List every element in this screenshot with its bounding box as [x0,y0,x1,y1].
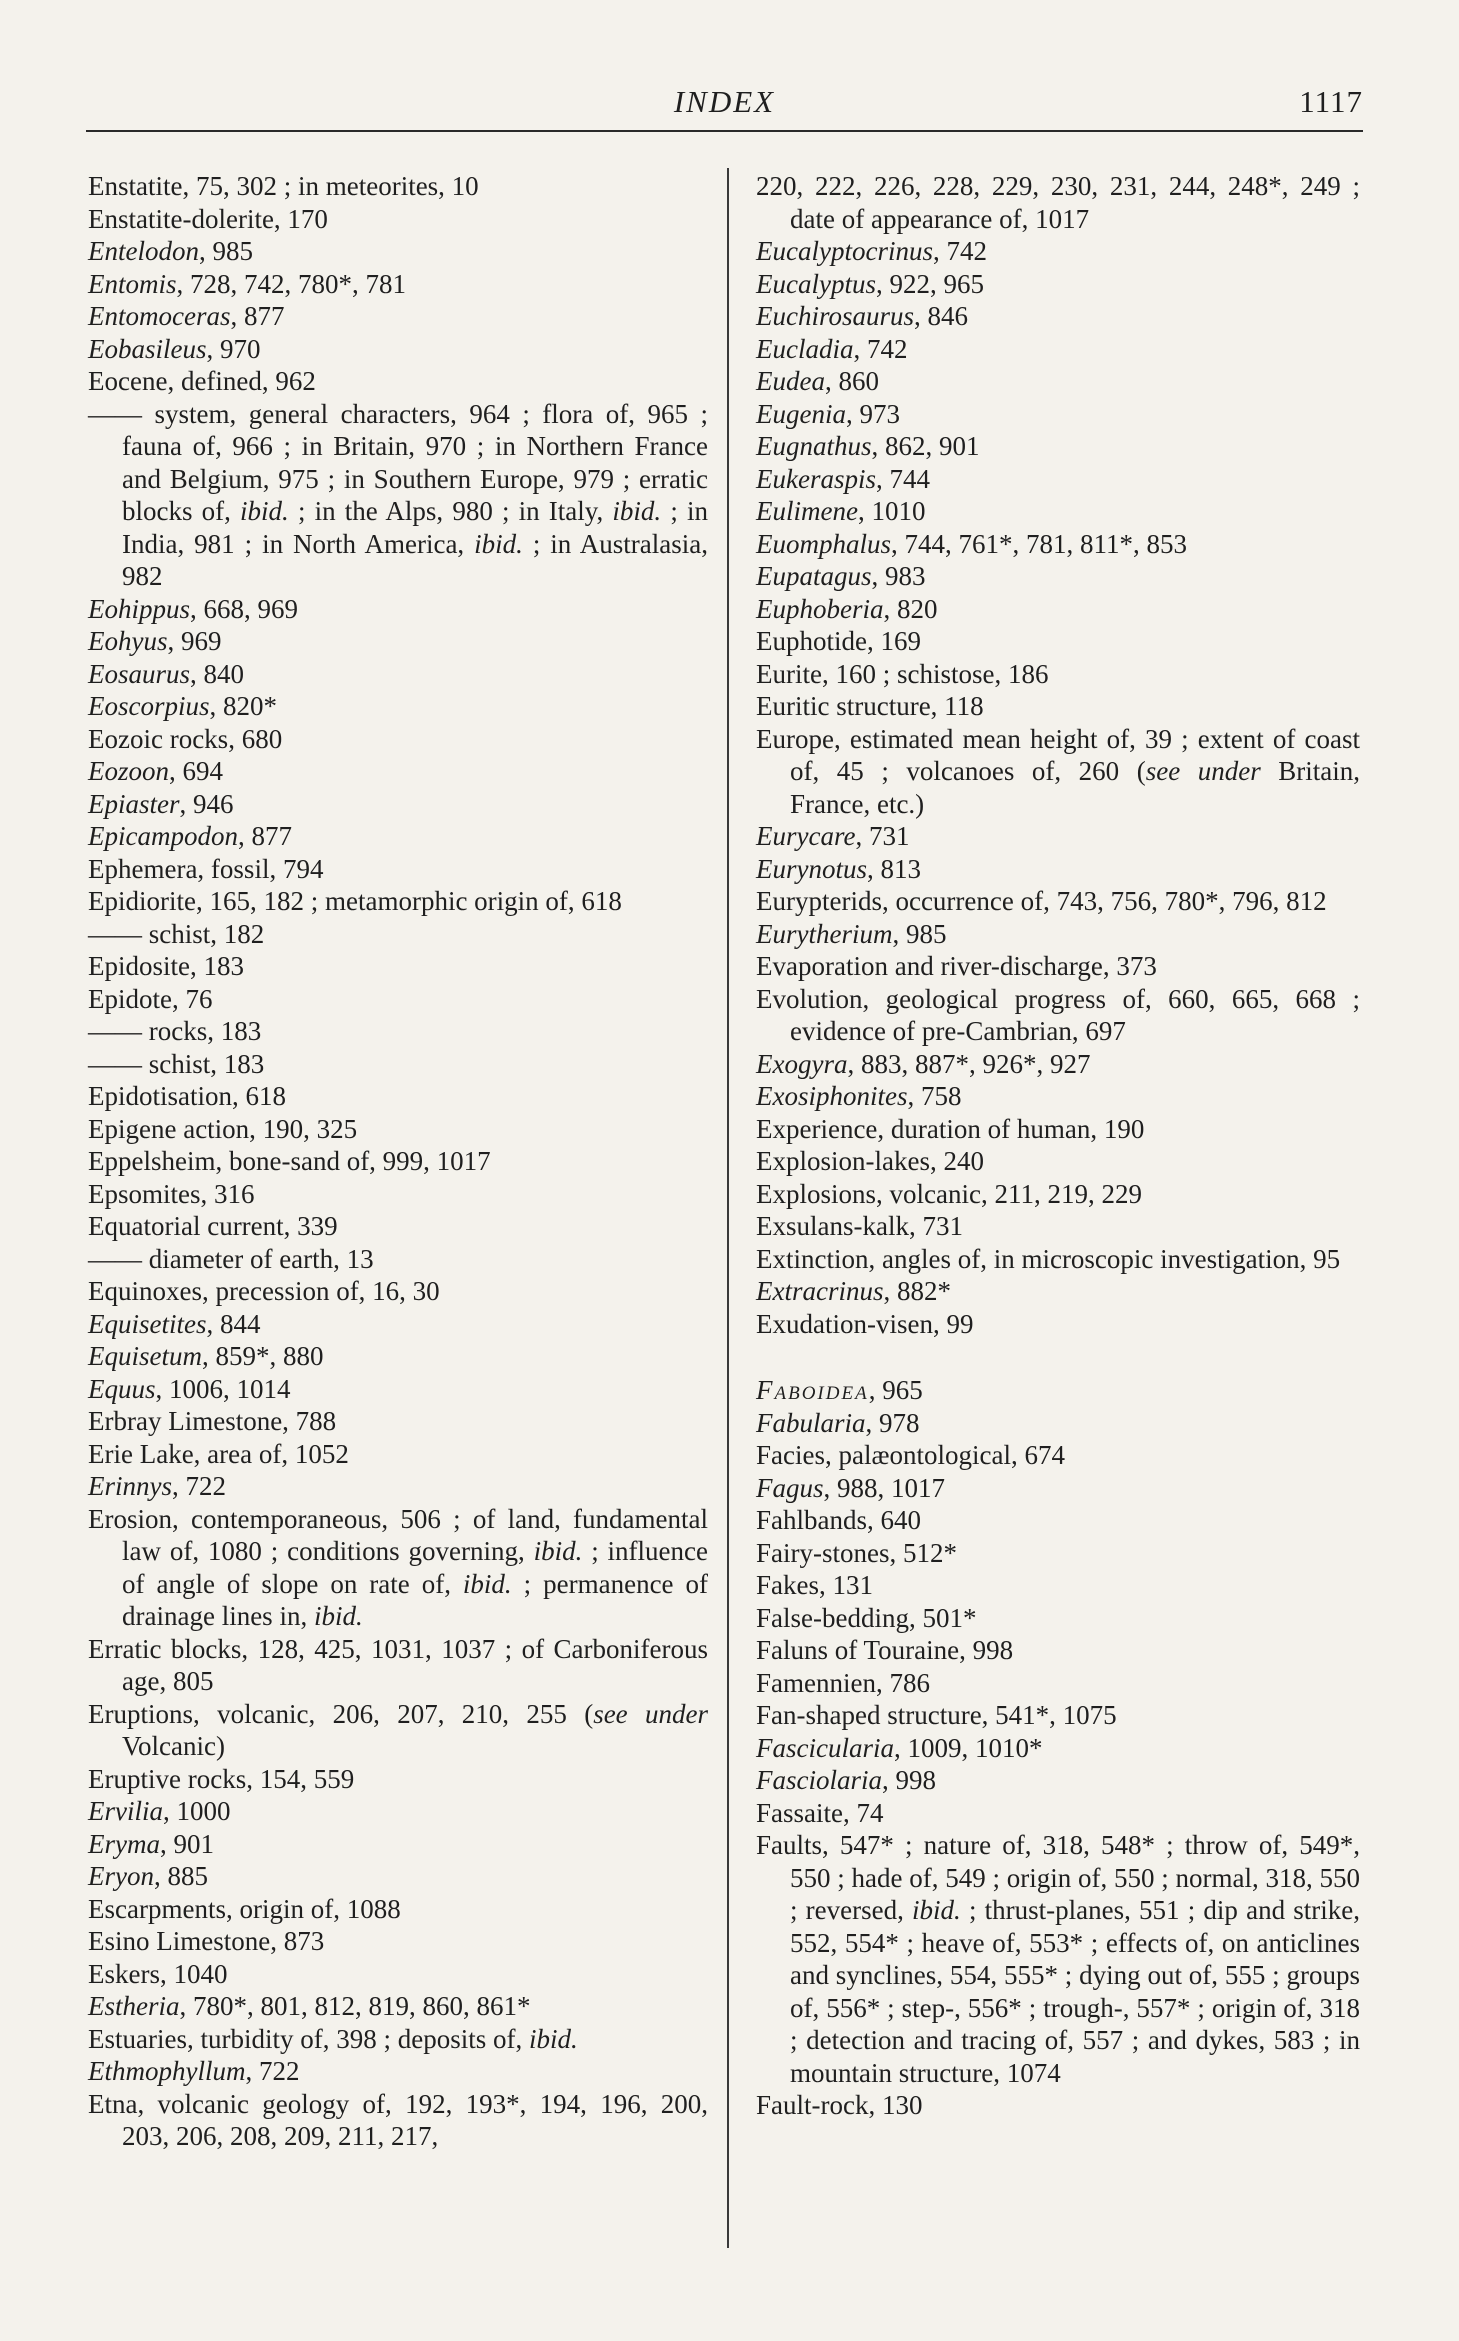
index-entry: Eryon, 885 [88,1861,208,1891]
index-entry: Epsomites, 316 [88,1178,255,1209]
index-entry: Erie Lake, area of, 1052 [88,1438,349,1469]
index-entry: Etna, volcanic geology of, 192, 193*, 194, 196, 200, 203, 206, 208, 209, 211, 217, [88,2088,708,2151]
left-column [88,170,708,2153]
index-entry: Eucalyptocrinus, 742 [756,236,987,266]
index-entry: Equus, 1006, 1014 [88,1373,291,1404]
index-entry: Entelodon, 985 [88,236,253,266]
index-entry: Fabularia, 978 [756,1407,920,1438]
index-entry: Experience, duration of human, 190 [756,1113,1145,1144]
index-entry: Euphoberia, 820 [756,593,938,624]
index-entry: Estuaries, turbidity of, 398 ; deposits of, ibid. [88,2023,578,2054]
index-entry: Eryma, 901 [88,1828,214,1859]
index-entry: Epidosite, 183 [88,951,244,981]
running-header [86,78,1363,132]
index-entry: Erbray Limestone, 788 [88,1406,337,1436]
index-entry: Entomis, 728, 742, 780*, 781 [88,268,407,299]
index-entry: Eugnathus, 862, 901 [756,431,980,461]
index-entry: Exosiphonites, 758 [756,1081,962,1111]
index-entry: Evolution, geological progress of, 660, 665, 668 ; evidence of pre-Cambrian, 697 [756,983,1360,1046]
index-entry: Famennien, 786 [756,1667,930,1698]
index-entry: —— rocks, 183 [88,1016,262,1046]
index-entry: Eruptions, volcanic, 206, 207, 210, 255 (see under Volcanic) [88,1698,708,1761]
index-entry: Equisetites, 844 [88,1308,261,1339]
index-entry: Eppelsheim, bone-sand of, 999, 1017 [88,1146,491,1176]
index-entry: Ervilia, 1000 [88,1796,231,1826]
section-gap [756,1340,1360,1374]
index-entry: —— system, general characters, 964 ; flora of, 965 ; fauna of, 966 ; in Britain, 970 ; in Northern France and Belgium, 975 ; in Southern Europe, 979 ; erratic blocks of, ibid. ; in the Alps, 980 ; in Italy, ibid. ; in India, 981 ; in North America, ibid. ; in Australasia, 982 [88,398,708,591]
index-entry: Eugenia, 973 [756,398,900,429]
index-entry: Facies, palæontological, 674 [756,1440,1065,1470]
index-entry: Epidotisation, 618 [88,1081,286,1111]
header-title: INDEX [673,84,776,119]
index-entry: Faboidea, 965 [756,1375,923,1405]
index-entry: Enstatite-dolerite, 170 [88,203,328,234]
index-entry: Eohyus, 969 [88,626,222,656]
index-entry: Escarpments, origin of, 1088 [88,1893,401,1924]
index-entry: Estheria, 780*, 801, 812, 819, 860, 861* [88,1991,531,2021]
index-entry: Eurytherium, 985 [756,918,947,949]
index-entry: Equinoxes, precession of, 16, 30 [88,1276,440,1306]
page-number: 1117 [1299,84,1363,119]
index-entry: Eohippus, 668, 969 [88,593,299,624]
index-entry: Fault-rock, 130 [756,2090,923,2120]
index-entry: Fahlbands, 640 [756,1505,921,1535]
index-entry: Eurynotus, 813 [756,853,921,884]
index-entry: Fassaite, 74 [756,1797,884,1828]
index-entry: Epiaster, 946 [88,788,234,819]
index-entry: Extracrinus, 882* [756,1276,951,1306]
index-entry: Enstatite, 75, 302 ; in meteorites, 10 [88,171,479,201]
index-entry: Explosions, volcanic, 211, 219, 229 [756,1178,1142,1209]
index-entry: Eosaurus, 840 [88,658,245,689]
index-entry: Eulimene, 1010 [756,496,926,526]
index-entry: Eurite, 160 ; schistose, 186 [756,658,1049,689]
index-entry: Equatorial current, 339 [88,1211,338,1241]
index-entry: Faluns of Touraine, 998 [756,1635,1014,1665]
index-entry: Exsulans-kalk, 731 [756,1211,963,1241]
index-entry: False-bedding, 501* [756,1602,977,1633]
index-entry: Epigene action, 190, 325 [88,1113,358,1144]
index-entry: Fascicularia, 1009, 1010* [756,1732,1043,1763]
index-entry: Exogyra, 883, 887*, 926*, 927 [756,1048,1091,1079]
index-entry: Ephemera, fossil, 794 [88,853,324,884]
index-entry: Eruptive rocks, 154, 559 [88,1763,355,1794]
index-entry: Eukeraspis, 744 [756,463,930,494]
index-entry: Faults, 547* ; nature of, 318, 548* ; throw of, 549*, 550 ; hade of, 549 ; origin of, 550 ; normal, 318, 550 ; reversed, ibid. ; thrust-planes, 551 ; dip and strike, 552, 554* ; heave of, 553* ; effects of, on anticlines and synclines, 554, 555* ; dying out of, 555 ; groups of, 556* ; step-, 556* ; trough-, 557* ; origin of, 318 ; detection and tracing of, 557 ; and dykes, 583 ; in mountain structure, 1074 [756,1830,1360,2088]
index-entry: Exudation-visen, 99 [756,1308,974,1339]
index-entry: Epidiorite, 165, 182 ; metamorphic origin of, 618 [88,886,622,916]
index-entry: Eozoon, 694 [88,756,223,786]
index-entry: Epidote, 76 [88,983,213,1014]
index-entry: Fan-shaped structure, 541*, 1075 [756,1700,1117,1730]
index-entry: Explosion-lakes, 240 [756,1146,984,1176]
index-entry: Eskers, 1040 [88,1958,228,1989]
index-entry: Eupatagus, 983 [756,561,926,591]
index-entry: Eucladia, 742 [756,333,908,364]
index-entry: Esino Limestone, 873 [88,1926,325,1956]
index-entry: Eozoic rocks, 680 [88,723,283,754]
index-entry: Euphotide, 169 [756,626,921,656]
index-entry: Europe, estimated mean height of, 39 ; extent of coast of, 45 ; volcanoes of, 260 (see under Britain, France, etc.) [756,723,1360,819]
index-entry: Eurycare, 731 [756,821,910,851]
index-entry: Entomoceras, 877 [88,301,285,331]
column-divider [727,168,729,2248]
index-entry: Eudea, 860 [756,366,879,396]
index-entry: Fasciolaria, 998 [756,1765,936,1795]
index-entry: Fairy-stones, 512* [756,1537,957,1568]
index-entry: Eucalyptus, 922, 965 [756,268,984,299]
index-entry: Erratic blocks, 128, 425, 1031, 1037 ; of Carboniferous age, 805 [88,1633,708,1696]
index-entry: Erinnys, 722 [88,1471,226,1501]
index-entry: Euomphalus, 744, 761*, 781, 811*, 853 [756,528,1187,559]
index-entry: Erosion, contemporaneous, 506 ; of land, fundamental law of, 1080 ; conditions governing, ibid. ; influence of angle of slope on rate of, ibid. ; permanence of drainage lines in, ibid. [88,1503,708,1631]
index-entry: Eocene, defined, 962 [88,366,316,396]
index-entry: Fagus, 988, 1017 [756,1472,945,1503]
index-entry: Equisetum, 859*, 880 [88,1341,324,1371]
index-entry: Euritic structure, 118 [756,691,984,721]
index-entry: Extinction, angles of, in microscopic investigation, 95 [756,1243,1341,1274]
index-entry: —— schist, 183 [88,1048,265,1079]
index-entry: Epicampodon, 877 [88,821,292,851]
index-entry: 220, 222, 226, 228, 229, 230, 231, 244, 248*, 249 ; date of appearance of, 1017 [756,171,1360,234]
index-entry: Eobasileus, 970 [88,333,261,364]
index-entry: —— schist, 182 [88,918,265,949]
index-entry: —— diameter of earth, 13 [88,1243,374,1274]
right-column [756,170,1360,2122]
index-entry: Evaporation and river-discharge, 373 [756,951,1157,981]
index-entry: Euchirosaurus, 846 [756,301,969,331]
index-entry: Ethmophyllum, 722 [88,2056,300,2086]
index-entry: Fakes, 131 [756,1570,873,1600]
index-entry: Eurypterids, occurrence of, 743, 756, 780*, 796, 812 [756,886,1327,916]
index-entry: Eoscorpius, 820* [88,691,277,721]
